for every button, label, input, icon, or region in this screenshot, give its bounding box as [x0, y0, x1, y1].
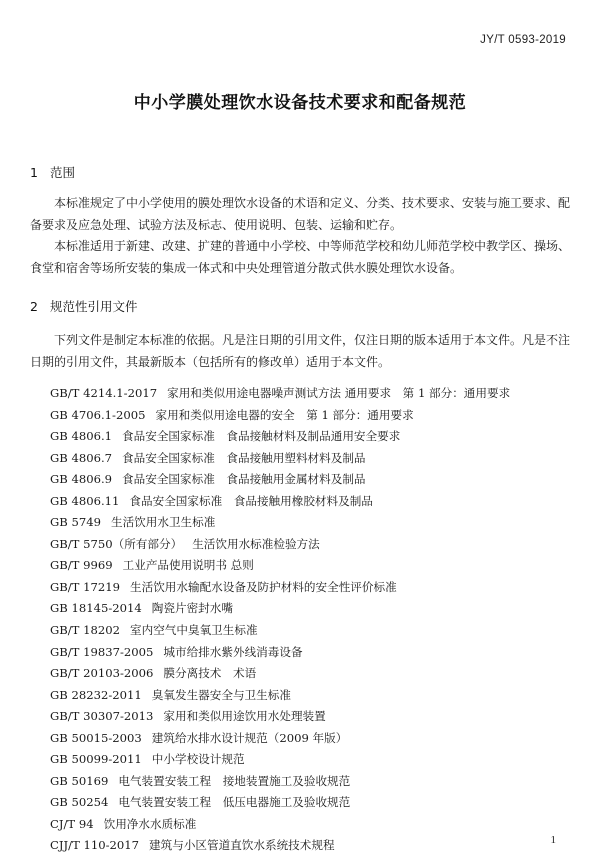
reference-item [50, 491, 570, 513]
reference-title: 饮用净水水质标准 [103, 816, 197, 831]
reference-title: 中小学校设计规范 [151, 752, 245, 767]
reference-item [50, 706, 570, 728]
reference-title: 建筑与小区管道直饮水系统技术规程 [149, 838, 335, 853]
reference-item [50, 620, 570, 642]
reference-item [50, 512, 570, 534]
reference-code: GB 50015-2003 [50, 730, 142, 745]
reference-code: GB/T 9969 [50, 558, 113, 573]
reference-item [50, 728, 570, 750]
scope-paragraph-1: 本标准规定了中小学使用的膜处理饮水设备的术语和定义、分类、技术要求、安装与施工要求、配备要求及应急处理、试验方法及标志、使用说明、包装、运输和贮存。 [30, 196, 571, 232]
reference-item [50, 771, 570, 793]
reference-list [50, 383, 570, 857]
reference-code: GB/T 18202 [50, 623, 120, 638]
reference-item [50, 598, 570, 620]
references-intro-paragraph: 下列文件是制定本标准的依据。凡是注日期的引用文件，仅注日期的版本适用于本文件。凡是不注日期的引用文件，其最新版本（包括所有的修改单）适用于本文件。 [30, 333, 571, 369]
reference-title: 生活饮用水标准检验方法 [192, 536, 320, 551]
reference-code: GB/T 4214.1-2017 [50, 386, 158, 400]
reference-item [50, 663, 570, 685]
reference-code: GB 4806.7 [50, 450, 113, 465]
reference-code: GB 28232-2011 [50, 687, 142, 702]
reference-item [50, 642, 570, 664]
reference-code: GB 4706.1-2005 [50, 407, 146, 422]
reference-item [50, 685, 570, 707]
section-title: 规范性引用文件 [50, 299, 138, 314]
reference-code: GB/T 17219 [50, 579, 120, 594]
reference-item [50, 534, 570, 556]
reference-item [50, 383, 570, 405]
reference-title: 食品安全国家标准 食品接触材料及制品通用安全要求 [122, 429, 401, 444]
reference-title: 室内空气中臭氧卫生标准 [130, 623, 258, 638]
reference-title: 家用和类似用途电器噪声测试方法 通用要求 第 1 部分：通用要求 [167, 386, 511, 400]
reference-code: GB 4806.11 [50, 493, 120, 508]
reference-item [50, 448, 570, 470]
reference-item [50, 469, 570, 491]
section-number: 2 [30, 299, 38, 314]
reference-title: 臭氧发生器安全与卫生标准 [151, 687, 291, 702]
reference-title: 家用和类似用途饮用水处理装置 [163, 709, 326, 724]
reference-title: 食品安全国家标准 食品接触用塑料材料及制品 [122, 450, 366, 465]
reference-code: GB 5749 [50, 515, 101, 530]
reference-code: GB/T 30307-2013 [50, 709, 154, 724]
reference-title: 食品安全国家标准 食品接触用橡胶材料及制品 [129, 493, 373, 508]
reference-item [50, 426, 570, 448]
reference-code: CJJ/T 110-2017 [50, 838, 140, 853]
reference-item [50, 814, 570, 836]
document-title: 中小学膜处理饮水设备技术要求和配备规范 [133, 93, 467, 113]
reference-code: CJ/T 94 [50, 816, 94, 831]
reference-code: GB/T 19837-2005 [50, 644, 154, 659]
reference-title: 家用和类似用途电器的安全 第 1 部分：通用要求 [155, 407, 414, 422]
reference-code: GB 50254 [50, 795, 109, 810]
reference-code: GB 50099-2011 [50, 752, 142, 767]
reference-title: 建筑给水排水设计规范（2009 年版） [151, 730, 348, 745]
reference-item [50, 835, 570, 857]
reference-title: 生活饮用水卫生标准 [110, 515, 216, 530]
section-number: 1 [30, 165, 38, 180]
reference-code: GB 4806.9 [50, 472, 113, 487]
scope-paragraph-2: 本标准适用于新建、改建、扩建的普通中小学校、中等师范学校和幼儿师范学校中教学区、操场、食堂和宿舍等场所安装的集成一体式和中央处理管道分散式供水膜处理饮水设备。 [30, 239, 571, 275]
reference-item [50, 405, 570, 427]
reference-title: 电气装置安装工程 接地装置施工及验收规范 [118, 773, 351, 788]
reference-item [50, 555, 570, 577]
reference-title: 膜分离技术 术语 [163, 666, 257, 681]
reference-item [50, 792, 570, 814]
section-title: 范围 [50, 165, 76, 180]
reference-code: GB/T 20103-2006 [50, 666, 154, 681]
document-code: JY/T 0593-2019 [480, 34, 566, 46]
reference-title: 食品安全国家标准 食品接触用金属材料及制品 [122, 472, 366, 487]
section-heading-normative-references [30, 297, 138, 315]
section-heading-scope [30, 163, 75, 181]
reference-code: GB 18145-2014 [50, 601, 142, 616]
reference-code: GB 4806.1 [50, 429, 113, 444]
reference-code: GB 50169 [50, 773, 109, 788]
reference-title: 城市给排水紫外线消毒设备 [163, 644, 303, 659]
reference-title: 电气装置安装工程 低压电器施工及验收规范 [118, 795, 351, 810]
reference-title: 陶瓷片密封水嘴 [151, 601, 233, 616]
reference-item [50, 749, 570, 771]
reference-title: 工业产品使用说明书 总则 [122, 558, 254, 573]
reference-item [50, 577, 570, 599]
reference-title: 生活饮用水输配水设备及防护材料的安全性评价标准 [130, 579, 397, 594]
page-number: 1 [550, 834, 556, 846]
reference-code: GB/T 5750（所有部分） [50, 536, 183, 551]
